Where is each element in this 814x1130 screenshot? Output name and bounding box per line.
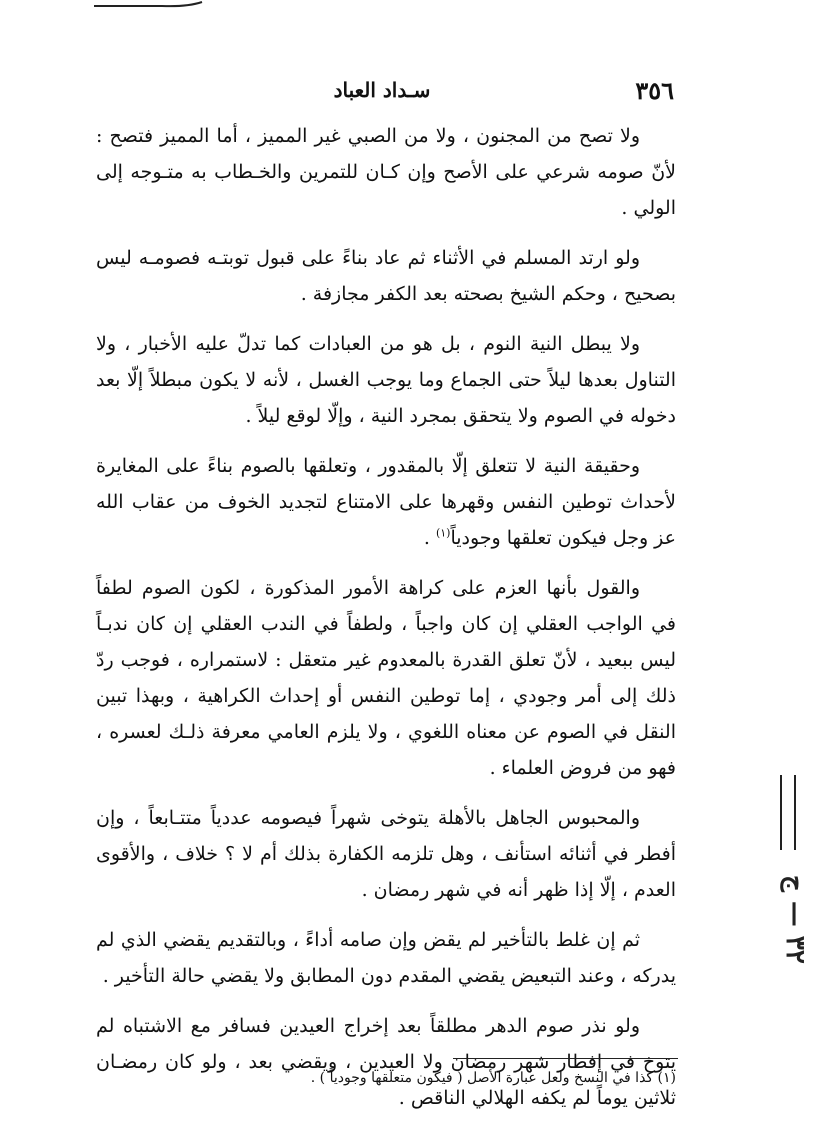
top-edge-mark	[92, 0, 232, 16]
page-header	[90, 74, 674, 114]
footnote-reference: (١)	[435, 526, 451, 540]
running-title: سـداد العباد	[333, 78, 431, 102]
margin-line	[794, 775, 796, 850]
paragraph: ولو ارتد المسلم في الأثناء ثم عاد بناءً على قبول توبتـه فصومـه ليس بصحيح ، وحكم الشيخ بصحته بعد الكفر مجازفة .	[96, 247, 676, 305]
body-text	[96, 118, 676, 1130]
footnote-divider	[453, 1058, 678, 1059]
paragraph-with-footnote	[96, 448, 676, 556]
page-number: ٣٥٦	[635, 76, 674, 105]
margin-signature	[770, 775, 814, 1105]
paragraph: والمحبوس الجاهل بالأهلة يتوخى شهراً فيصومه عددياً متتـابعاً ، وإن أفطر في أثنائه استأنف ، وهل تلزمه الكفارة بذلك أم لا ؟ خلاف ، والأقوى العدم ، إلّا إذا ظهر أنه في شهر رمضان .	[96, 807, 676, 901]
paragraph-text: وحقيقة النية لا تتعلق إلّا بالمقدور ، وتعلقها بالصوم بناءً على المغايرة لأحداث توطين النفس وقهرها على الامتناع لتجديد الخوف من عقاب الله عز وجل فيكون تعلقها وجودياً	[96, 455, 676, 549]
margin-note: ٣٢ — ج	[780, 875, 810, 964]
paragraph-tail: .	[423, 527, 436, 549]
paragraph: ثم إن غلط بالتأخير لم يقض وإن صامه أداءً ، وبالتقديم يقضي الذي لم يدركه ، وعند التبعيض يقضي المقدم دون المطابق ولا يقضي حالة التأخير .	[96, 929, 676, 987]
margin-line	[780, 775, 782, 850]
footnote: (١) كذا في النسخ ولعل عبارة الأصل ( فيكون متعلقها وجودياً ) .	[310, 1070, 676, 1086]
paragraph: ولا تصح من المجنون ، ولا من الصبي غير المميز ، أما المميز فتصح : لأنّ صومه شرعي على الأصح وإن كـان للتمرين والخـطاب به متـوجه إلى الولي .	[96, 125, 676, 219]
paragraph: ولا يبطل النية النوم ، بل هو من العبادات كما تدلّ عليه الأخبار ، ولا التناول بعدها ليلاً حتى الجماع وما يوجب الغسل ، لأنه لا يكون مبطلاً إلّا بعد دخوله في الصوم ولا يتحقق بمجرد النية ، وإلّا لوقع ليلاً .	[96, 333, 676, 427]
paragraph: ولو نذر صوم الدهر مطلقاً بعد إخراج العيدين فسافر مع الاشتباه لم يتوخ في إفطار شهر رمضان ولا العيدين ، ويقضي بعد ، ولو كان رمضـان ثلاثين يوماً لم يكفه الهلالي الناقص .	[96, 1015, 676, 1109]
paragraph: والقول بأنها العزم على كراهة الأمور المذكورة ، لكون الصوم لطفاً في الواجب العقلي إن كان واجباً ، ولطفاً في الندب العقلي إن كان ندبـاً ليس ببعيد ، لأنّ تعلق القدرة بالمعدوم غير متعقل : لاستمراره ، فوجب ردّ ذلك إلى أمر وجودي ، إما توطين النفس أو إحداث الكراهية ، وبهذا تبين النقل في الصوم عن معناه اللغوي ، ولا يلزم العامي معرفة ذلـك لعسره ، فهو من فروض العلماء .	[96, 577, 676, 779]
